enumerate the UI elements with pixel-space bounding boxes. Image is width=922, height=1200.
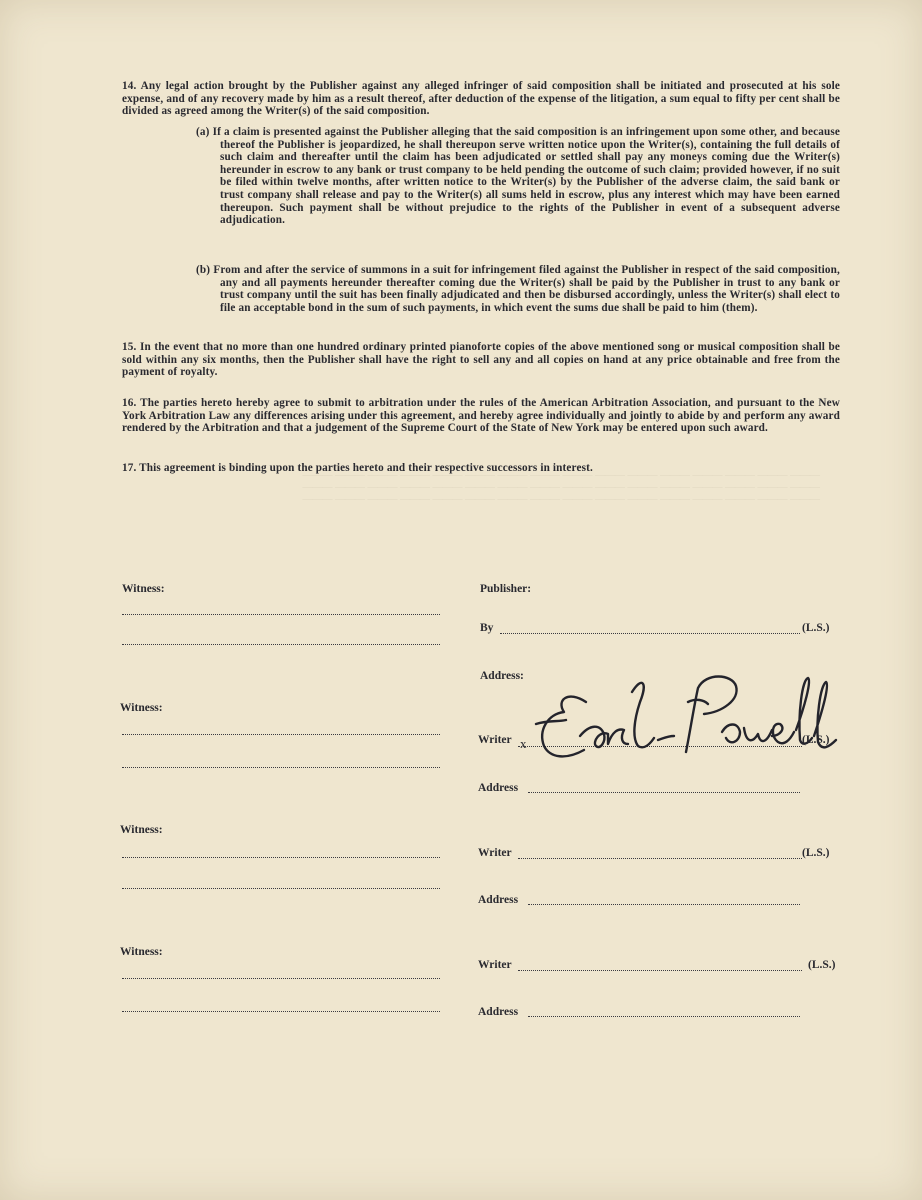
- writer-address-line-2: [528, 904, 800, 905]
- witness-label-2: Witness:: [120, 702, 163, 714]
- by-label: By: [480, 622, 494, 634]
- clause-15: 15. In the event that no more than one hundred ordinary printed pianoforte copies of the above mentioned song or musical composition shall be sold within any six months, then the Publisher shall have the right to sell any and all copies on hand at any price obtainable and free from the payment of royalty.: [122, 341, 840, 379]
- writer-address-label-3: Address: [478, 1006, 519, 1018]
- writer-address-line-1: [528, 792, 800, 793]
- witness-line-3b: [122, 888, 440, 889]
- writer-signature-line-2: [518, 858, 802, 859]
- witness-label-3: Witness:: [120, 824, 163, 836]
- clause-14a: (a) If a claim is presented against the Publisher alleging that the said composition is an infringement upon some other, and because thereof the Publisher is jeopardized, he shall thereupon serve written notice upon the Writer(s), containing the full details of such claim and thereafter until the claim has been adjudicated or settled shall pay any moneys coming due the Writer(s) hereunder in escrow to any bank or trust company to be held pending the outcome of such claim; provided however, if no suit be filed within twelve months, after written notice to the Writer(s) by the Publisher of the adverse claim, the said bank or trust company shall release and pay to the Writer(s) all sums held in escrow, plus any interest which may have been earned thereupon. Such payment shall be without prejudice to the rights of the Publisher in event of a subsequent adverse adjudication.: [196, 126, 840, 227]
- witness-label-1: Witness:: [122, 583, 165, 595]
- clause-16: 16. The parties hereto hereby agree to submit to arbitration under the rules of the American Arbitration Association, and pursuant to the New York Arbitration Law any differences arising under this agreement, and hereby agree individually and jointly to abide by and perform any award rendered by the Arbitration and that a judgement of the Supreme Court of the State of New York may be entered upon such award.: [122, 397, 840, 435]
- writer-label-3: Writer: [478, 959, 512, 971]
- writer-address-line-3: [528, 1016, 800, 1017]
- witness-label-4: Witness:: [120, 946, 163, 958]
- writer-label-2: Writer: [478, 847, 512, 859]
- witness-line-1a: [122, 614, 440, 615]
- witness-line-1b: [122, 644, 440, 645]
- clause-17: 17. This agreement is binding upon the parties hereto and their respective successors in interest.: [122, 462, 593, 474]
- bleed-through-text: ——— ——— ——— ——— ——— ——— ——— ——— ——— ——— ——— ——— ——— ——— ——— ——— ——— ——— ——— ——— ——— ——— ——— ——— ——— ——— ——— ——— ——— ——— ——— ——— ——— ——— ——— ——— ——— ——— ——— ——— ——— ——— ——— ——— ——— ——— ——— ———: [302, 470, 820, 505]
- publisher-address-label: Address:: [480, 670, 524, 682]
- ls-label-writer-3: (L.S.): [808, 959, 836, 971]
- witness-line-4b: [122, 1011, 440, 1012]
- ls-label-publisher: (L.S.): [802, 622, 830, 634]
- witness-line-3a: [122, 857, 440, 858]
- writer-label-1: Writer: [478, 734, 512, 746]
- writer-address-label-2: Address: [478, 894, 519, 906]
- publisher-label: Publisher:: [480, 583, 532, 595]
- writer-signature-line-3: [518, 970, 802, 971]
- writer-address-label-1: Address: [478, 782, 519, 794]
- witness-line-4a: [122, 978, 440, 979]
- by-signature-line: [500, 633, 800, 634]
- witness-line-2a: [122, 734, 440, 735]
- handwritten-signature: [508, 662, 838, 772]
- ls-label-writer-1: (L.S.): [802, 734, 830, 746]
- writer-mark-x: x: [520, 736, 527, 751]
- clause-14: 14. Any legal action brought by the Publisher against any alleged infringer of said composition shall be initiated and prosecuted at his sole expense, and of any recovery made by him as a result thereof, after deduction of the expense of the litigation, a sum equal to fifty per cent shall be divided as agreed among the Writer(s) of the said composition.: [122, 80, 840, 118]
- clause-14b: (b) From and after the service of summons in a suit for infringement filed against the Publisher in respect of the said composition, any and all payments hereunder thereafter coming due the Writer(s) shall be paid by the Publisher in trust to any bank or trust company until the suit has been finally adjudicated and then be disbursed accordingly, unless the Writer(s) shall elect to file an acceptable bond in the sum of such payments, in which event the sums due shall be paid to him (them).: [196, 264, 840, 314]
- witness-line-2b: [122, 767, 440, 768]
- ls-label-writer-2: (L.S.): [802, 847, 830, 859]
